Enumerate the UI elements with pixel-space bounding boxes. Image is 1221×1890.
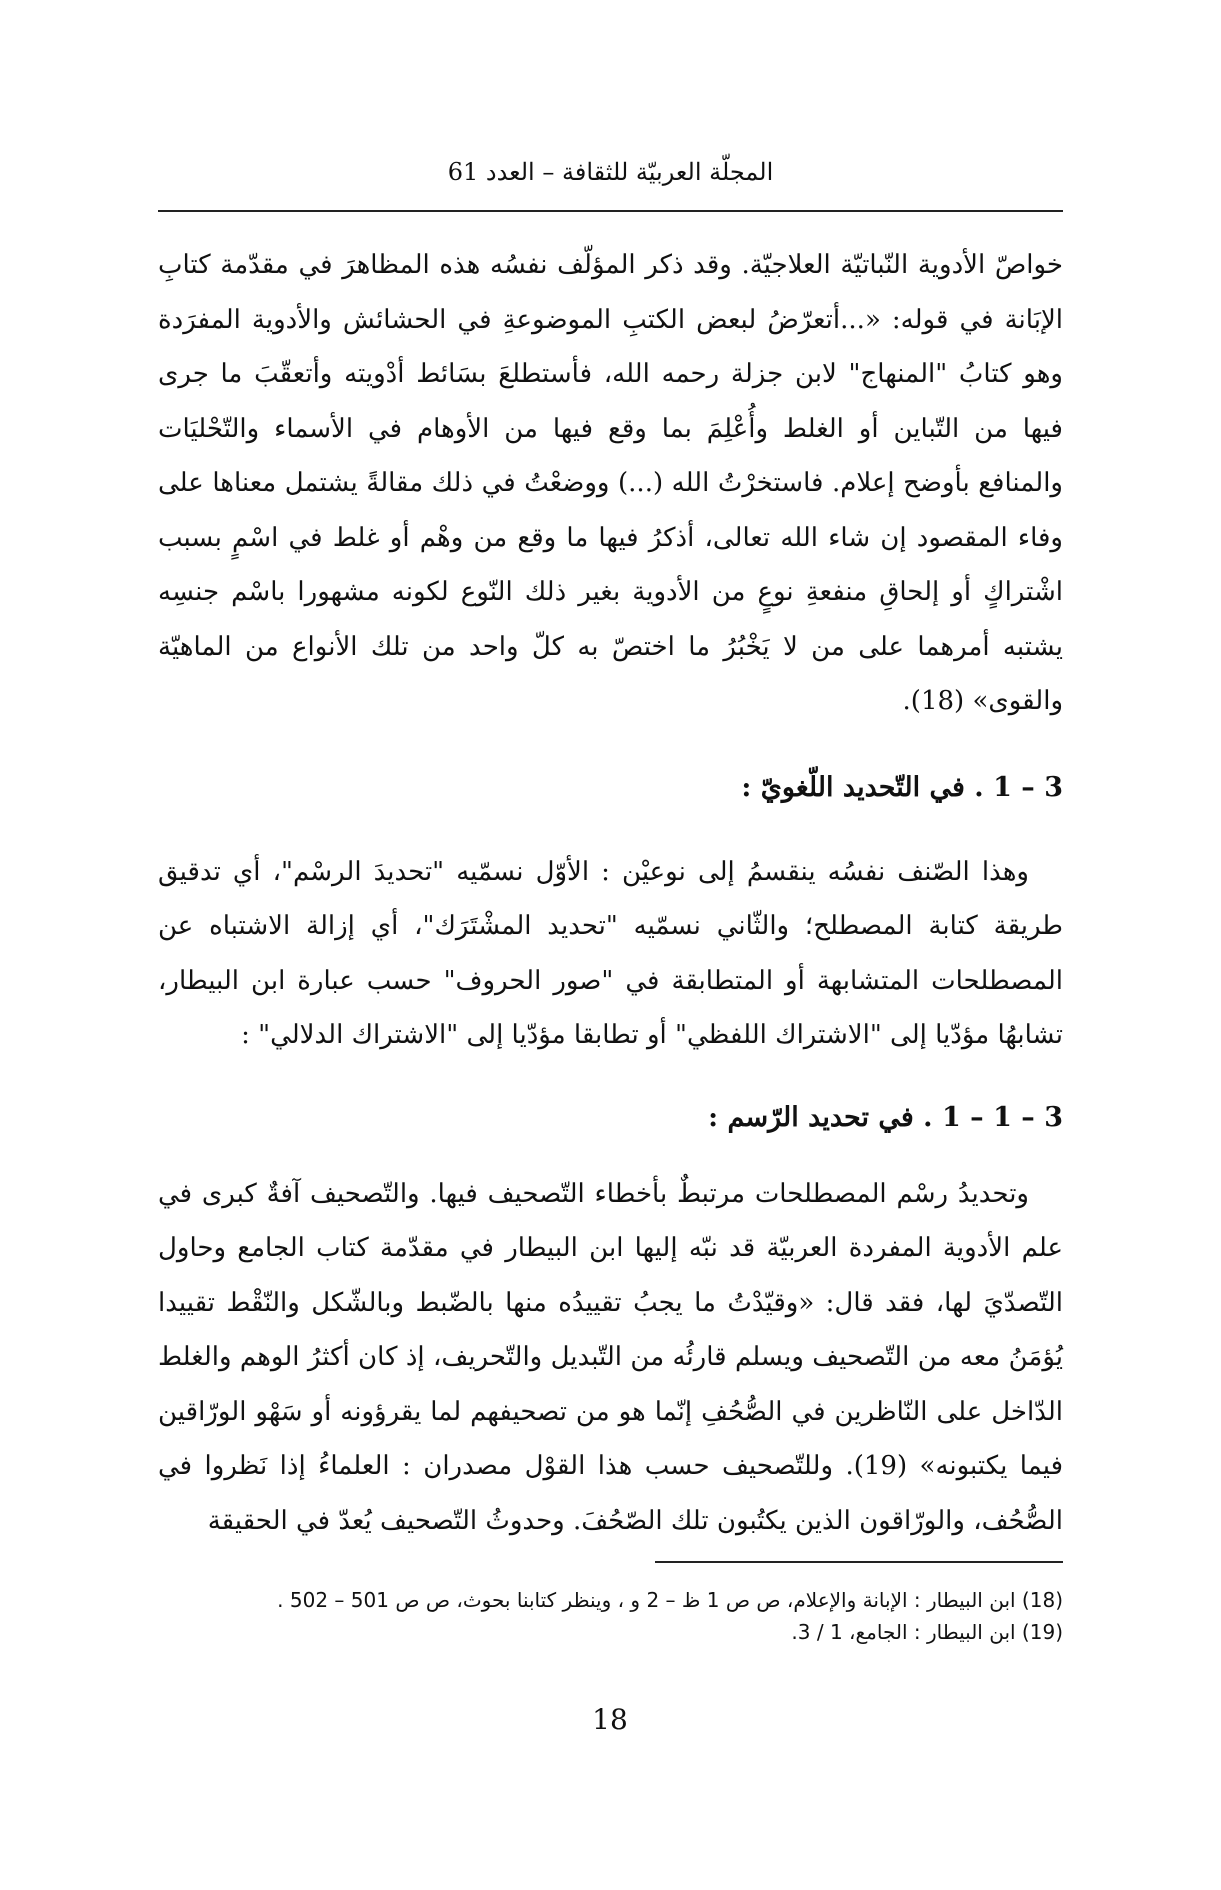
main-text — [158, 238, 1063, 1548]
footnote-18: (18) ابن البيطار : الإبانة والإعلام، ص ص 1 ظ – 2 و ، وينظر كتابنا بحوث، ص ص 501 – 502 . — [277, 1588, 1063, 1612]
section-heading-3-1-1: 3 – 1 – 1 . في تحديد الرّسم : — [708, 1101, 1063, 1133]
footnotes — [158, 1584, 1063, 1648]
paragraph-1: خواصّ الأدوية النّباتيّة العلاجيّة. وقد ذكر المؤلّف نفسُه هذه المظاهرَ في مقدّمة كتابِ الإبَانة في قوله: «...أتعرّضُ لبعض الكتبِ الموضوعةِ في الحشائش والأدوية المفرَدة وهو كتابُ "المنهاج" لابن جزلة رحمه الله، فأستطلعَ بسَائط أدْويته وأتعقّبَ ما جرى فيها من التّباين أو الغلط وأُعْلِمَ بما وقع فيها من الأوهام في الأسماء والتّحْليَات والمنافع بأوضح إعلام. فاستخرْتُ الله (...) ووضعْتُ في ذلك مقالةً يشتمل معناها على وفاء المقصود إن شاء الله تعالى، أذكرُ فيها ما وقع من وهْم أو غلط في اسْمٍ بسبب اشْتراكٍ أو إلحاقِ منفعةِ نوعٍ من الأدوية بغير ذلك النّوع لكونه مشهورا باسْم جنسِه يشتبه أمرهما على من لا يَخْبُرُ ما اختصّ به كلّ واحد من تلك الأنواع من الماهيّة والقوى» (18). — [158, 250, 1063, 716]
header-divider — [158, 210, 1063, 212]
paragraph-3: وتحديدُ رسْم المصطلحات مرتبطٌ بأخطاء التّصحيف فيها. والتّصحيف آفةٌ كبرى في علم الأدوية المفردة العربيّة قد نبّه إليها ابن البيطار في مقدّمة كتاب الجامع وحاول التّصدّيَ لها، فقد قال: «وقيّدْتُ ما يجبُ تقييدُه منها بالضّبط وبالشّكل والنّقْط تقييدا يُؤمَنُ معه من التّصحيف ويسلم قارئُه من التّبديل والتّحريف، إذ كان أكثرُ الوهم والغلط الدّاخل على النّاظرين في الصُّحُفِ إنّما هو من تصحيفهم لما يقرؤونه أو سَهْو الورّاقين فيما يكتبونه» (19). وللتّصحيف حسب هذا القوْل مصدران : العلماءُ إذا نَظروا في الصُّحُف، والورّاقون الذين يكتُبون تلك الصّحُفَ. وحدوثُ التّصحيف يُعدّ في الحقيقة — [158, 1178, 1064, 1536]
paragraph-2: وهذا الصّنف نفسُه ينقسمُ إلى نوعيْن : الأوّل نسمّيه "تحديدَ الرسْم"، أي تدقيق طريقة كتابة المصطلح؛ والثّاني نسمّيه "تحديد المشْتَرَك"، أي إزالة الاشتباه عن المصطلحات المتشابهة أو المتطابقة في "صور الحروف" حسب عبارة ابن البيطار، تشابهُا مؤدّيا إلى "الاشتراك اللفظي" أو تطابقا مؤدّيا إلى "الاشتراك الدلالي" : — [158, 856, 1063, 1050]
footnote-19: (19) ابن البيطار : الجامع، 1 / 3. — [791, 1620, 1063, 1644]
running-header: المجلّة العربيّة للثقافة – العدد 61 — [447, 158, 774, 186]
footnote-divider — [655, 1561, 1063, 1563]
page-number: 18 — [592, 1703, 628, 1736]
section-heading-3-1: 3 – 1 . في التّحديد اللّغويّ : — [741, 771, 1063, 803]
